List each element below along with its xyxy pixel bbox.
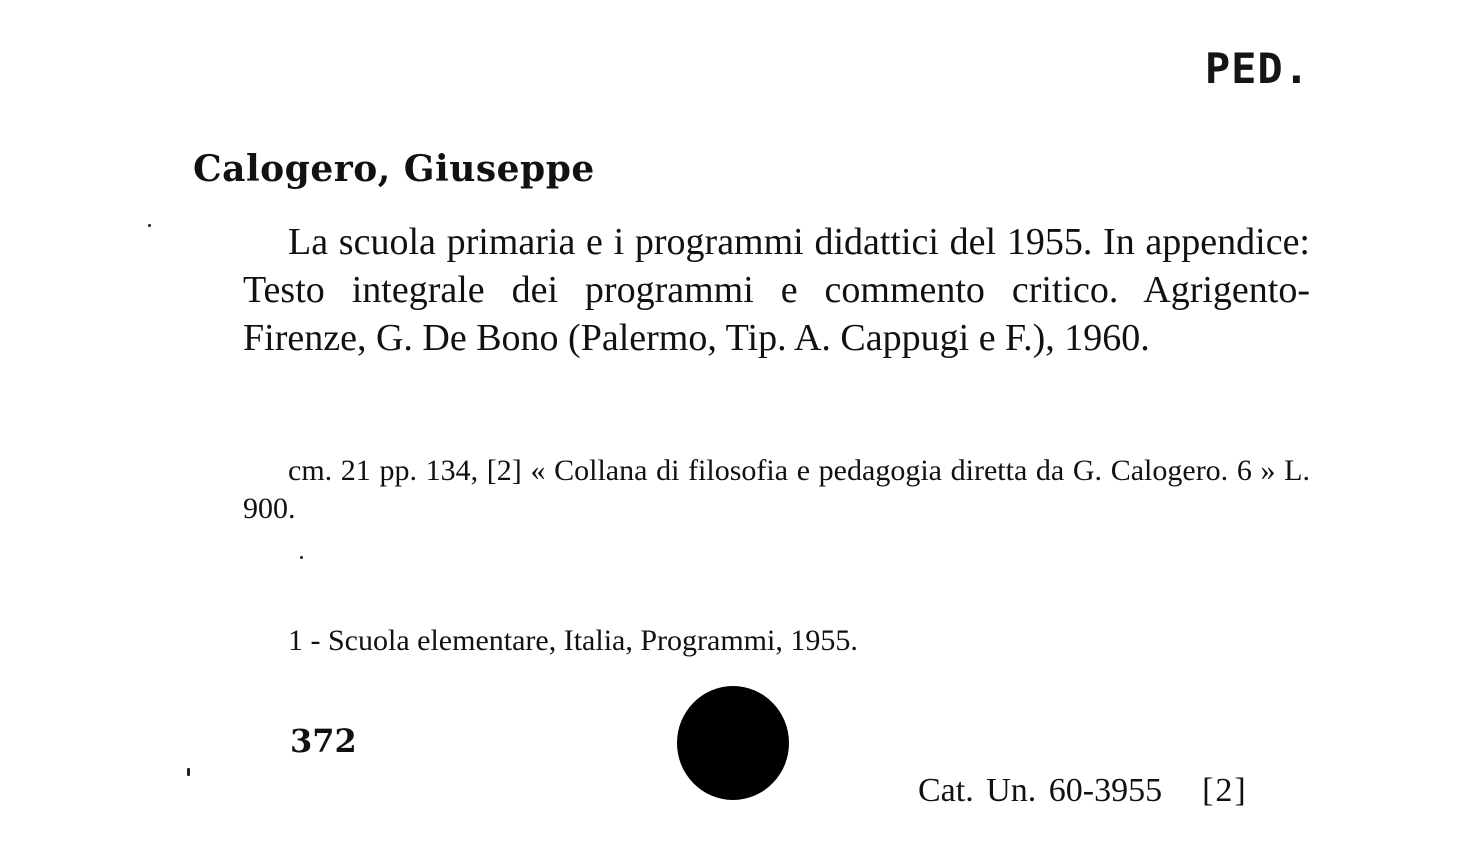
title-statement: La scuola primaria e i programmi didattici del 1955. In appendice: Testo integrale dei programmi e commento critico. Agrigento-Firenze, G. De Bono (Palermo, Tip. A. Cappugi e F.), 1960. bbox=[243, 221, 1310, 359]
catalog-reference: Cat. Un. 60-3955 bbox=[918, 772, 1163, 809]
dust-speck bbox=[148, 224, 151, 227]
card-number: [2] bbox=[1202, 772, 1248, 809]
subject-heading: 1 - Scuola elementare, Italia, Programmi, 1955. bbox=[288, 624, 858, 657]
section-stamp: PED. bbox=[1204, 44, 1310, 93]
physical-description: cm. 21 pp. 134, [2] « Collana di filosofia e pedagogia diretta da G. Calogero. 6 » L. 900. bbox=[243, 454, 1310, 525]
catalog-reference-line bbox=[918, 772, 1248, 810]
dust-speck bbox=[300, 556, 303, 559]
class-number: 372 bbox=[290, 722, 357, 760]
author-heading: Calogero, Giuseppe bbox=[193, 148, 595, 190]
punch-hole bbox=[677, 686, 789, 800]
dust-speck bbox=[187, 768, 190, 776]
